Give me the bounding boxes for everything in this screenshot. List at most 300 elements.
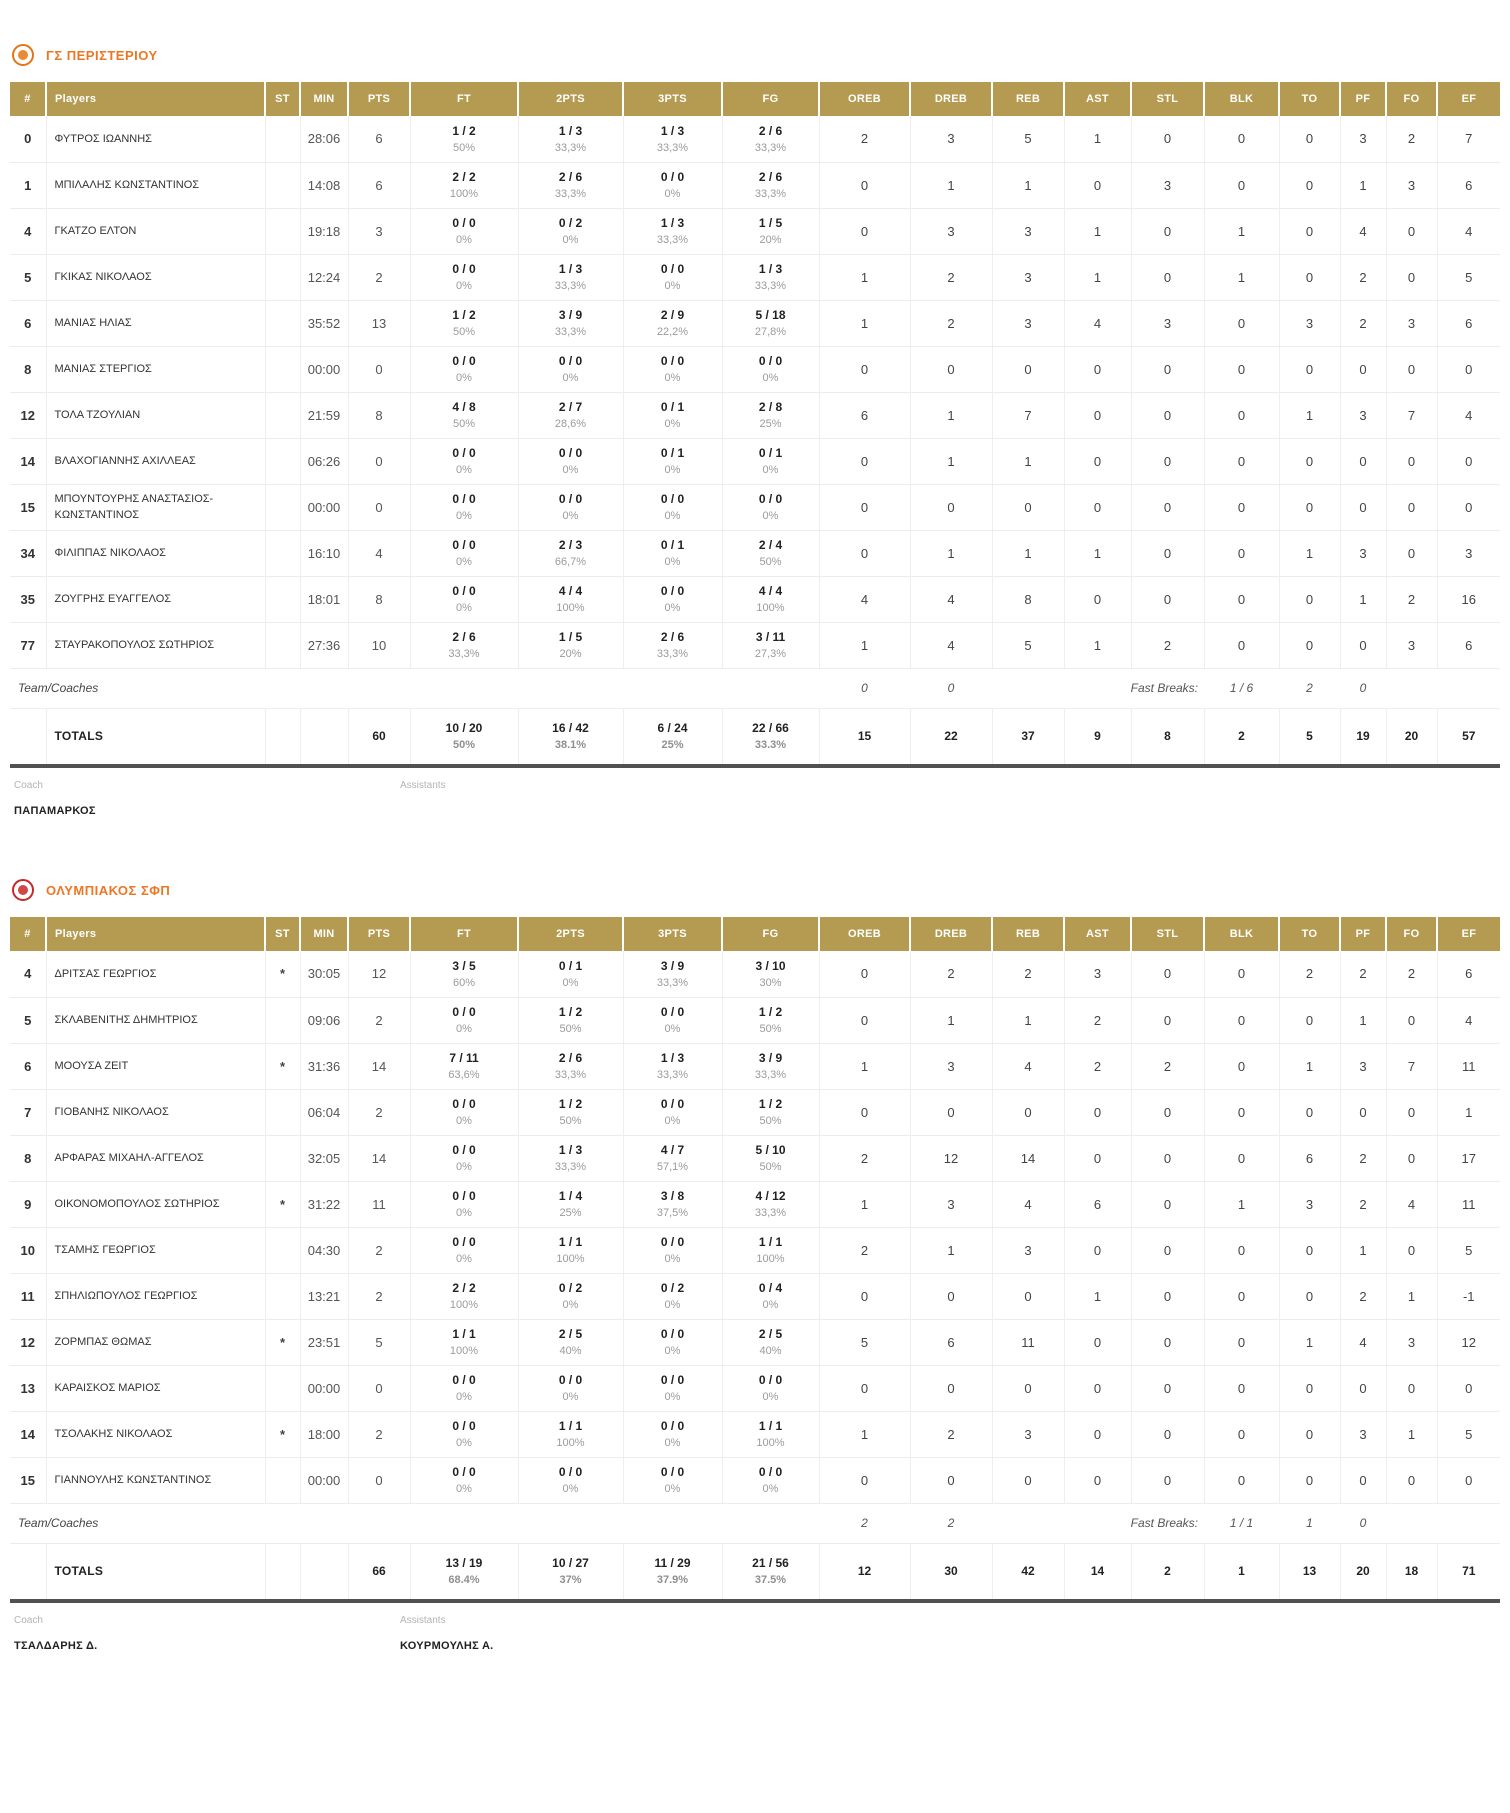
cell-starter [265,1089,300,1135]
shot-made-attempted: 0 / 0 [758,492,783,506]
cell-blk: 0 [1204,1135,1279,1181]
cell-player-name: ΜΠΟΥΝΤΟΥΡΗΣ ΑΝΑΣΤΑΣΙΟΣ-ΚΩΝΣΤΑΝΤΙΝΟΣ [46,484,265,530]
col-pf: PF [1340,82,1386,116]
cell-points: 2 [348,254,410,300]
cell-fo: 0 [1386,1227,1437,1273]
cell-ast: 0 [1064,1227,1131,1273]
cell-2pts [518,1365,623,1411]
cell-field-goals [722,1135,819,1181]
shot-percentage: 0% [456,1391,472,1403]
shot-percentage: 0% [664,1253,681,1265]
cell-reb: 11 [992,1319,1064,1365]
fast-breaks-label: Fast Breaks: [1064,668,1204,708]
shot-made-attempted: 0 / 1 [660,400,685,414]
shot-percentage: 66,7% [554,556,587,568]
cell-fo: 2 [1386,576,1437,622]
cell-player-name: ΑΡΦΑΡΑΣ ΜΙΧΑΗΛ-ΑΓΓΕΛΟΣ [46,1135,265,1181]
cell-total-free-throws [410,1543,518,1601]
cell-starter [265,1457,300,1503]
shot-made-attempted: 16 / 42 [552,721,589,736]
cell-fo: 0 [1386,1365,1437,1411]
cell-ast: 0 [1064,1365,1131,1411]
shot-percentage: 0% [664,188,681,200]
shot-made-attempted: 0 / 0 [558,354,583,368]
cell-dreb: 2 [910,300,992,346]
cell-stl: 0 [1131,346,1204,392]
shot-made-attempted: 0 / 0 [660,262,685,276]
shot-made-attempted: 0 / 0 [452,1189,476,1203]
cell-free-throws [410,1135,518,1181]
shot-percentage: 0% [456,1483,472,1495]
shot-made-attempted: 4 / 12 [755,1189,786,1203]
shot-percentage: 33,3% [754,141,787,154]
cell-blk: 0 [1204,622,1279,668]
shot-percentage: 38.1% [554,739,587,752]
cell-blk: 0 [1204,1365,1279,1411]
cell-2pts [518,484,623,530]
coach-block [14,780,400,817]
cell-team-fo [1386,1503,1437,1543]
shot-percentage: 0% [456,1161,472,1173]
col-number: # [10,917,46,951]
shot-percentage: 0% [562,1483,579,1495]
cell-field-goals [722,484,819,530]
cell-ast: 1 [1064,254,1131,300]
col-players: Players [46,917,265,951]
cell-to: 0 [1279,1273,1340,1319]
col-to: TO [1279,82,1340,116]
cell-dreb: 0 [910,1457,992,1503]
shot-percentage: 0% [456,510,472,522]
cell-player-name: ΤΣΑΜΗΣ ΓΕΩΡΓΙΟΣ [46,1227,265,1273]
col-ef: EF [1437,917,1500,951]
cell-blank [10,1543,46,1601]
cell-3pts [623,1319,722,1365]
shot-made-attempted: 1 / 2 [758,1097,783,1111]
cell-reb: 3 [992,1227,1064,1273]
cell-minutes: 00:00 [300,1457,348,1503]
cell-fast-breaks-value: 1 / 1 [1204,1503,1279,1543]
cell-blk: 0 [1204,346,1279,392]
assistants-block [400,780,786,817]
shot-made-attempted: 10 / 20 [445,721,483,736]
shot-made-attempted: 2 / 6 [558,170,583,184]
cell-3pts [623,530,722,576]
cell-to: 0 [1279,438,1340,484]
cell-2pts [518,951,623,997]
shot-made-attempted: 0 / 1 [660,538,685,552]
shot-made-attempted: 0 / 0 [452,1419,476,1433]
cell-stl: 0 [1131,1227,1204,1273]
cell-3pts [623,346,722,392]
shot-percentage: 0% [456,556,472,568]
cell-to: 1 [1279,530,1340,576]
cell-to: 0 [1279,997,1340,1043]
col-fo: FO [1386,82,1437,116]
cell-fo: 0 [1386,438,1437,484]
cell-player-number: 0 [10,116,46,162]
shot-percentage: 37.9% [656,1574,689,1587]
cell-free-throws [410,1181,518,1227]
cell-3pts [623,622,722,668]
shot-percentage: 0% [456,464,472,476]
cell-to: 0 [1279,116,1340,162]
cell-free-throws [410,254,518,300]
shot-percentage: 100% [756,1437,785,1449]
cell-oreb: 1 [819,254,910,300]
cell-2pts [518,1227,623,1273]
cell-blank [265,708,300,766]
cell-oreb: 0 [819,346,910,392]
cell-3pts [623,1043,722,1089]
cell-dreb: 3 [910,1181,992,1227]
cell-reb: 0 [992,1365,1064,1411]
player-row [10,1181,1500,1227]
shot-percentage: 33,3% [554,326,587,338]
cell-team-dreb: 2 [910,1503,992,1543]
cell-player-name: ΦΥΤΡΟΣ ΙΩΑΝΝΗΣ [46,116,265,162]
cell-ef: 0 [1437,1365,1500,1411]
cell-ast: 6 [1064,1181,1131,1227]
cell-stl: 0 [1131,1365,1204,1411]
cell-fo: 0 [1386,208,1437,254]
cell-points: 0 [348,438,410,484]
cell-to: 0 [1279,254,1340,300]
cell-field-goals [722,346,819,392]
cell-blk: 0 [1204,1043,1279,1089]
cell-minutes: 31:22 [300,1181,348,1227]
team-logo-dot [18,885,28,895]
cell-free-throws [410,484,518,530]
shot-percentage: 50% [759,556,782,568]
cell-ast: 1 [1064,530,1131,576]
cell-total-3pts [623,708,722,766]
col-st: ST [265,82,300,116]
cell-minutes: 14:08 [300,162,348,208]
cell-dreb: 1 [910,997,992,1043]
cell-minutes: 16:10 [300,530,348,576]
cell-points: 6 [348,162,410,208]
cell-3pts [623,116,722,162]
cell-ast: 4 [1064,300,1131,346]
cell-reb: 4 [992,1043,1064,1089]
team-section-away [10,873,1500,1656]
cell-pf: 1 [1340,1227,1386,1273]
shot-percentage: 0% [664,556,681,568]
cell-total-field-goals [722,1543,819,1601]
cell-stl: 0 [1131,1181,1204,1227]
shot-percentage: 22,2% [656,326,689,338]
cell-minutes: 23:51 [300,1319,348,1365]
cell-total-points: 60 [348,708,410,766]
col-ast: AST [1064,917,1131,951]
cell-fo: 3 [1386,622,1437,668]
cell-free-throws [410,951,518,997]
cell-3pts [623,392,722,438]
shot-made-attempted: 0 / 0 [452,1465,476,1479]
cell-3pts [623,484,722,530]
cell-player-name: ΣΤΑΥΡΑΚΟΠΟΥΛΟΣ ΣΩΤΗΡΙΟΣ [46,622,265,668]
cell-fo: 7 [1386,1043,1437,1089]
cell-team-reb [992,668,1064,708]
box-score-table [10,82,1500,768]
shot-made-attempted: 1 / 3 [660,1051,685,1065]
cell-minutes: 27:36 [300,622,348,668]
cell-pf: 1 [1340,997,1386,1043]
shot-percentage: 0% [562,464,579,476]
shot-made-attempted: 0 / 2 [558,1281,583,1295]
shot-made-attempted: 0 / 0 [558,492,583,506]
cell-minutes: 12:24 [300,254,348,300]
shot-percentage: 0% [456,234,472,246]
cell-field-goals [722,208,819,254]
cell-free-throws [410,1043,518,1089]
cell-player-number: 8 [10,1135,46,1181]
cell-stl: 0 [1131,1411,1204,1457]
cell-ef: 6 [1437,622,1500,668]
cell-player-number: 12 [10,392,46,438]
cell-oreb: 5 [819,1319,910,1365]
shot-percentage: 33,3% [754,1069,787,1081]
cell-field-goals [722,1181,819,1227]
col-number: # [10,82,46,116]
cell-free-throws [410,300,518,346]
cell-3pts [623,997,722,1043]
cell-to: 3 [1279,300,1340,346]
cell-blk: 0 [1204,162,1279,208]
shot-made-attempted: 0 / 0 [660,354,685,368]
cell-dreb: 0 [910,346,992,392]
team-section-home [10,38,1500,821]
cell-ef: 5 [1437,1411,1500,1457]
cell-starter [265,208,300,254]
cell-points: 2 [348,1227,410,1273]
player-row [10,1089,1500,1135]
cell-stl: 0 [1131,438,1204,484]
cell-dreb: 0 [910,1089,992,1135]
shot-made-attempted: 22 / 66 [752,721,789,736]
cell-oreb: 1 [819,1181,910,1227]
cell-total-blk: 2 [1204,708,1279,766]
cell-fo: 0 [1386,484,1437,530]
cell-ef: 4 [1437,208,1500,254]
totals-row [10,708,1500,766]
cell-points: 4 [348,530,410,576]
col-2pts: 2PTS [518,917,623,951]
cell-ast: 0 [1064,1089,1131,1135]
cell-reb: 3 [992,254,1064,300]
cell-minutes: 04:30 [300,1227,348,1273]
cell-2pts [518,254,623,300]
cell-ef: 7 [1437,116,1500,162]
cell-oreb: 0 [819,1457,910,1503]
cell-points: 2 [348,1089,410,1135]
cell-free-throws [410,530,518,576]
shot-made-attempted: 1 / 1 [558,1419,583,1433]
cell-3pts [623,1227,722,1273]
cell-3pts [623,438,722,484]
cell-reb: 1 [992,162,1064,208]
shot-percentage: 50% [559,1023,582,1035]
cell-to: 1 [1279,1043,1340,1089]
cell-stl: 0 [1131,1457,1204,1503]
cell-ast: 0 [1064,438,1131,484]
shot-made-attempted: 0 / 0 [452,492,476,506]
cell-blk: 0 [1204,1089,1279,1135]
cell-fo: 1 [1386,1273,1437,1319]
cell-to: 1 [1279,1319,1340,1365]
team-coaches-label: Team/Coaches [10,668,819,708]
shot-made-attempted: 1 / 2 [558,1005,583,1019]
cell-oreb: 0 [819,484,910,530]
shot-percentage: 0% [456,1115,472,1127]
player-row [10,951,1500,997]
cell-2pts [518,530,623,576]
shot-percentage: 50% [759,1161,782,1173]
cell-free-throws [410,162,518,208]
cell-to: 0 [1279,1227,1340,1273]
shot-percentage: 25% [759,418,782,430]
shot-percentage: 0% [762,510,779,522]
cell-player-name: ΜΠΙΛΑΛΗΣ ΚΩΝΣΤΑΝΤΙΝΟΣ [46,162,265,208]
shot-percentage: 20% [759,234,782,246]
cell-player-number: 34 [10,530,46,576]
cell-oreb: 1 [819,1043,910,1089]
cell-field-goals [722,997,819,1043]
cell-total-free-throws [410,708,518,766]
shot-made-attempted: 0 / 0 [660,492,685,506]
cell-2pts [518,576,623,622]
team-name: ΟΛΥΜΠΙΑΚΟΣ ΣΦΠ [46,882,171,898]
cell-starter [265,1365,300,1411]
cell-reb: 14 [992,1135,1064,1181]
cell-oreb: 1 [819,300,910,346]
shot-made-attempted: 0 / 0 [452,538,476,552]
cell-fo: 3 [1386,162,1437,208]
cell-blank [300,708,348,766]
assistants-label: Assistants [400,780,446,791]
cell-total-fo: 18 [1386,1543,1437,1601]
cell-oreb: 0 [819,997,910,1043]
shot-made-attempted: 0 / 0 [558,1465,583,1479]
cell-player-name: ΓΙΟΒΑΝΗΣ ΝΙΚΟΛΑΟΣ [46,1089,265,1135]
cell-2pts [518,622,623,668]
shot-made-attempted: 1 / 2 [558,1097,583,1111]
cell-team-ef [1437,1503,1500,1543]
cell-team-oreb: 2 [819,1503,910,1543]
cell-total-dreb: 30 [910,1543,992,1601]
cell-ef: 6 [1437,162,1500,208]
shot-percentage: 0% [762,1483,779,1495]
cell-oreb: 0 [819,1089,910,1135]
col-players: Players [46,82,265,116]
player-row [10,346,1500,392]
cell-field-goals [722,1457,819,1503]
cell-ef: 6 [1437,300,1500,346]
shot-made-attempted: 1 / 3 [558,262,583,276]
shot-percentage: 0% [562,510,579,522]
cell-player-name: ΒΛΑΧΟΓΙΑΝΝΗΣ ΑΧΙΛΛΕΑΣ [46,438,265,484]
cell-free-throws [410,1089,518,1135]
cell-player-number: 5 [10,254,46,300]
cell-points: 11 [348,1181,410,1227]
cell-field-goals [722,116,819,162]
cell-starter: * [265,1181,300,1227]
shot-percentage: 100% [449,1299,479,1311]
cell-blk: 0 [1204,116,1279,162]
cell-stl: 0 [1131,997,1204,1043]
cell-reb: 0 [992,346,1064,392]
shot-made-attempted: 3 / 11 [755,630,786,644]
shot-percentage: 100% [449,188,479,200]
cell-2pts [518,346,623,392]
cell-player-number: 35 [10,576,46,622]
cell-fo: 0 [1386,1457,1437,1503]
cell-3pts [623,1135,722,1181]
cell-stl: 0 [1131,254,1204,300]
cell-ef: 0 [1437,484,1500,530]
cell-2pts [518,1089,623,1135]
shot-percentage: 100% [556,1437,585,1449]
fast-breaks-label: Fast Breaks: [1064,1503,1204,1543]
shot-percentage: 0% [456,280,472,292]
cell-reb: 5 [992,622,1064,668]
cell-3pts [623,162,722,208]
shot-percentage: 50% [559,1115,582,1127]
cell-minutes: 00:00 [300,346,348,392]
cell-stl: 0 [1131,116,1204,162]
cell-player-number: 9 [10,1181,46,1227]
cell-2pts [518,1135,623,1181]
shot-percentage: 40% [759,1345,782,1357]
shot-made-attempted: 5 / 18 [755,308,786,322]
shot-made-attempted: 2 / 3 [558,538,583,552]
cell-starter [265,622,300,668]
shot-percentage: 20% [559,648,582,660]
shot-made-attempted: 0 / 1 [660,446,685,460]
cell-reb: 5 [992,116,1064,162]
shot-made-attempted: 3 / 8 [660,1189,685,1203]
shot-percentage: 0% [664,510,681,522]
shot-made-attempted: 0 / 0 [452,354,476,368]
shot-made-attempted: 0 / 0 [660,1373,685,1387]
cell-2pts [518,438,623,484]
col-oreb: OREB [819,82,910,116]
shot-percentage: 0% [456,1437,472,1449]
cell-stl: 0 [1131,1273,1204,1319]
cell-free-throws [410,346,518,392]
cell-fo: 0 [1386,997,1437,1043]
shot-made-attempted: 3 / 10 [755,958,786,973]
cell-minutes: 18:00 [300,1411,348,1457]
cell-blank [265,1543,300,1601]
cell-blk: 0 [1204,997,1279,1043]
cell-player-number: 1 [10,162,46,208]
coach-label: Coach [14,1615,43,1626]
cell-minutes: 32:05 [300,1135,348,1181]
col-stl: STL [1131,917,1204,951]
cell-team-pf: 0 [1340,1503,1386,1543]
cell-dreb: 0 [910,1365,992,1411]
col-min: MIN [300,82,348,116]
cell-oreb: 0 [819,530,910,576]
cell-field-goals [722,1089,819,1135]
cell-reb: 1 [992,997,1064,1043]
shot-made-attempted: 0 / 1 [558,958,583,973]
team-logo-icon [12,44,34,66]
shot-percentage: 33,3% [656,141,689,154]
shot-percentage: 50% [452,418,476,430]
